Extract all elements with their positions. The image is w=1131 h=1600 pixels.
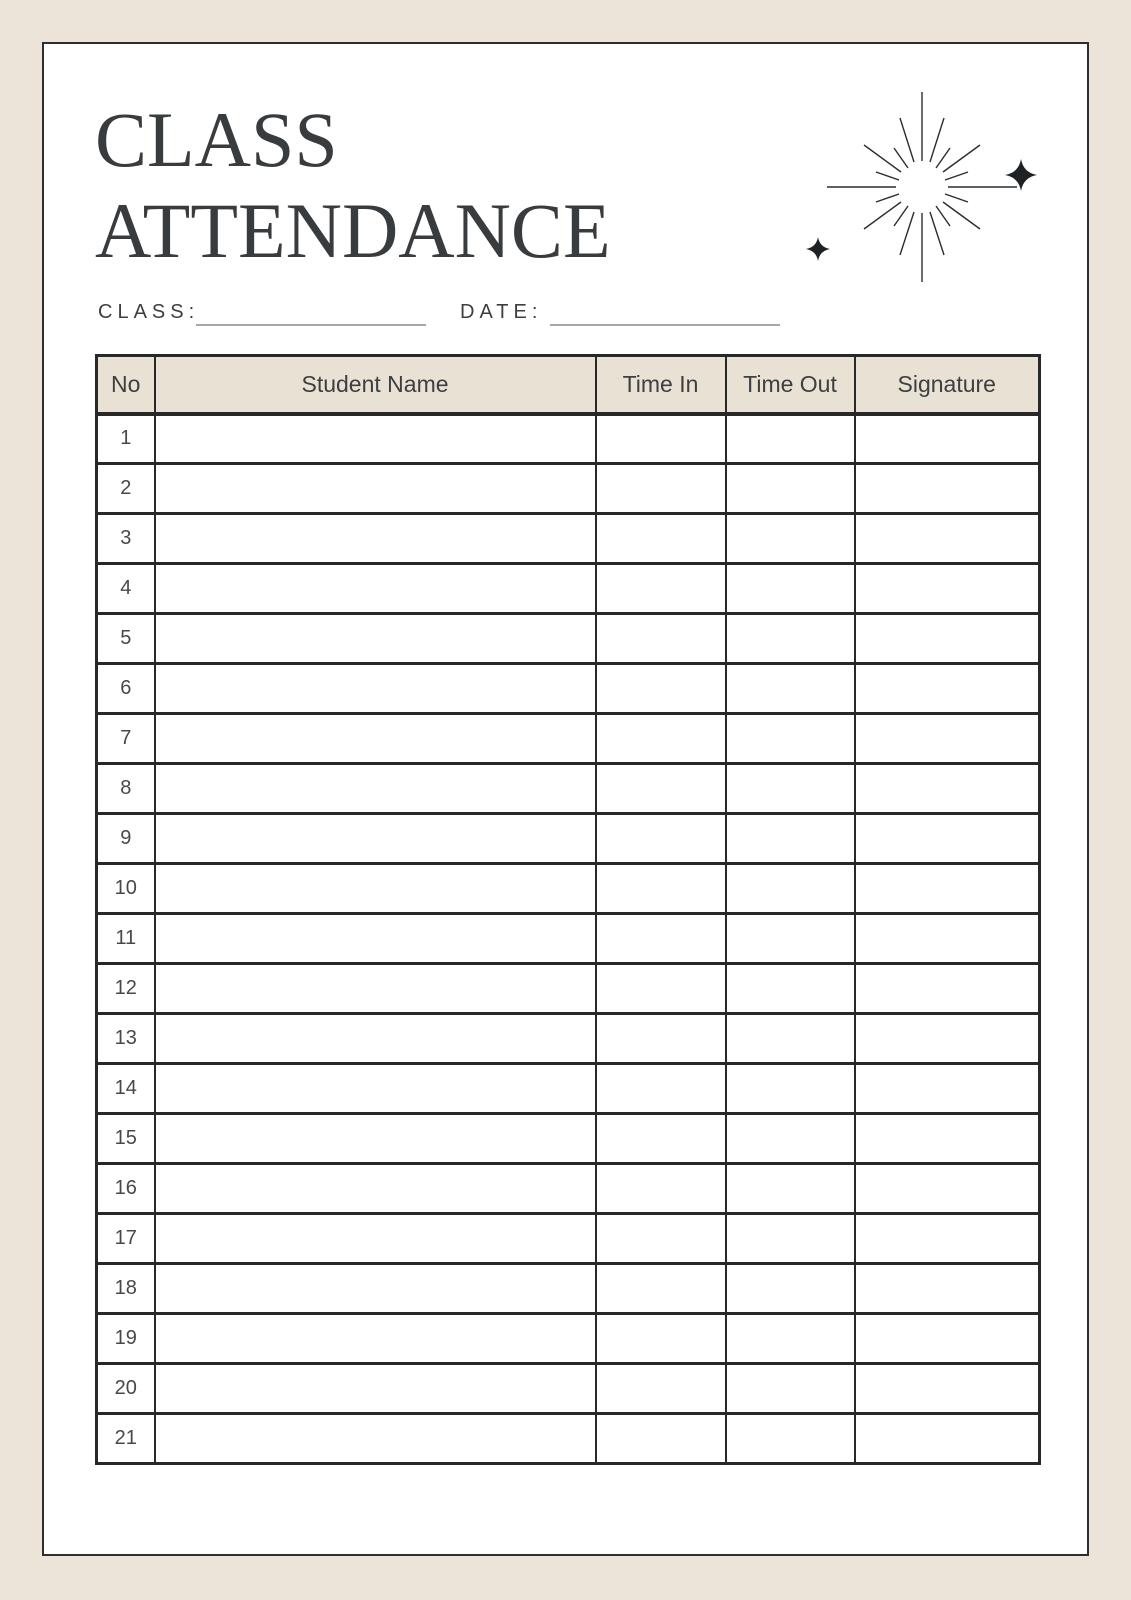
row-number: 9 (97, 814, 155, 864)
student-name-cell[interactable] (155, 464, 596, 514)
table-row (97, 914, 1040, 964)
sunburst-icon (827, 92, 1017, 282)
time-out-cell[interactable] (726, 564, 855, 614)
signature-cell[interactable] (855, 1214, 1040, 1264)
time-out-cell[interactable] (726, 914, 855, 964)
col-header-no: No (97, 356, 155, 414)
row-number: 3 (97, 514, 155, 564)
row-number: 8 (97, 764, 155, 814)
time-out-cell[interactable] (726, 864, 855, 914)
signature-cell[interactable] (855, 514, 1040, 564)
row-number: 14 (97, 1064, 155, 1114)
student-name-cell[interactable] (155, 764, 596, 814)
signature-cell[interactable] (855, 1414, 1040, 1464)
signature-cell[interactable] (855, 864, 1040, 914)
student-name-cell[interactable] (155, 414, 596, 464)
table-row (97, 964, 1040, 1014)
col-header-time-out: Time Out (726, 356, 855, 414)
row-number: 20 (97, 1364, 155, 1414)
table-row (97, 1164, 1040, 1214)
time-out-cell[interactable] (726, 614, 855, 664)
row-number: 12 (97, 964, 155, 1014)
attendance-sheet-page (42, 42, 1089, 1556)
time-in-cell[interactable] (596, 1414, 726, 1464)
page-title (95, 94, 611, 276)
sparkle-star-icon (1005, 159, 1037, 191)
signature-cell[interactable] (855, 1064, 1040, 1114)
signature-cell[interactable] (855, 1314, 1040, 1364)
student-name-cell[interactable] (155, 864, 596, 914)
time-in-cell[interactable] (596, 1314, 726, 1364)
time-out-cell[interactable] (726, 964, 855, 1014)
time-in-cell[interactable] (596, 1214, 726, 1264)
student-name-cell[interactable] (155, 1014, 596, 1064)
time-out-cell[interactable] (726, 714, 855, 764)
student-name-cell[interactable] (155, 964, 596, 1014)
table-header-row (97, 356, 1040, 414)
time-out-cell[interactable] (726, 1414, 855, 1464)
student-name-cell[interactable] (155, 1414, 596, 1464)
row-number: 10 (97, 864, 155, 914)
table-row (97, 764, 1040, 814)
table-row (97, 414, 1040, 464)
date-label: DATE: (460, 301, 543, 323)
time-in-cell[interactable] (596, 464, 726, 514)
time-out-cell[interactable] (726, 664, 855, 714)
signature-cell[interactable] (855, 1264, 1040, 1314)
row-number: 7 (97, 714, 155, 764)
row-number: 19 (97, 1314, 155, 1364)
time-out-cell[interactable] (726, 764, 855, 814)
time-out-cell[interactable] (726, 414, 855, 464)
time-in-cell[interactable] (596, 714, 726, 764)
student-name-cell[interactable] (155, 614, 596, 664)
time-out-cell[interactable] (726, 1014, 855, 1064)
time-in-cell[interactable] (596, 564, 726, 614)
class-input-line[interactable] (196, 302, 426, 326)
time-in-cell[interactable] (596, 614, 726, 664)
date-input-line[interactable] (550, 302, 780, 326)
student-name-cell[interactable] (155, 714, 596, 764)
row-number: 5 (97, 614, 155, 664)
table-row (97, 564, 1040, 614)
time-in-cell[interactable] (596, 1114, 726, 1164)
class-label: CLASS: (98, 301, 200, 323)
page-title-line2: ATTENDANCE (95, 187, 611, 274)
row-number: 6 (97, 664, 155, 714)
time-in-cell[interactable] (596, 814, 726, 864)
table-row (97, 664, 1040, 714)
student-name-cell[interactable] (155, 814, 596, 864)
table-row (97, 1314, 1040, 1364)
table-row (97, 514, 1040, 564)
time-out-cell[interactable] (726, 1314, 855, 1364)
row-number: 18 (97, 1264, 155, 1314)
student-name-cell[interactable] (155, 1214, 596, 1264)
sparkle-star-icon (806, 237, 830, 261)
table-row (97, 864, 1040, 914)
class-date-row (44, 296, 1087, 326)
table-row (97, 714, 1040, 764)
table-row (97, 1414, 1040, 1464)
row-number: 16 (97, 1164, 155, 1214)
row-number: 2 (97, 464, 155, 514)
row-number: 1 (97, 414, 155, 464)
signature-cell[interactable] (855, 764, 1040, 814)
col-header-student-name: Student Name (155, 356, 596, 414)
time-out-cell[interactable] (726, 1364, 855, 1414)
student-name-cell[interactable] (155, 664, 596, 714)
col-header-time-in: Time In (596, 356, 726, 414)
row-number: 13 (97, 1014, 155, 1064)
time-in-cell[interactable] (596, 864, 726, 914)
table-row (97, 464, 1040, 514)
time-in-cell[interactable] (596, 1064, 726, 1114)
time-out-cell[interactable] (726, 1164, 855, 1214)
row-number: 11 (97, 914, 155, 964)
signature-cell[interactable] (855, 1164, 1040, 1214)
col-header-signature: Signature (855, 356, 1040, 414)
time-in-cell[interactable] (596, 964, 726, 1014)
signature-cell[interactable] (855, 964, 1040, 1014)
student-name-cell[interactable] (155, 1364, 596, 1414)
row-number: 21 (97, 1414, 155, 1464)
signature-cell[interactable] (855, 914, 1040, 964)
time-in-cell[interactable] (596, 514, 726, 564)
page-title-line1: CLASS (95, 96, 338, 183)
signature-cell[interactable] (855, 714, 1040, 764)
time-in-cell[interactable] (596, 914, 726, 964)
time-in-cell[interactable] (596, 1164, 726, 1214)
row-number: 15 (97, 1114, 155, 1164)
signature-cell[interactable] (855, 464, 1040, 514)
student-name-cell[interactable] (155, 564, 596, 614)
sunburst-decoration (774, 74, 1074, 304)
table-row (97, 614, 1040, 664)
student-name-cell[interactable] (155, 1314, 596, 1364)
row-number: 4 (97, 564, 155, 614)
time-out-cell[interactable] (726, 814, 855, 864)
student-name-cell[interactable] (155, 514, 596, 564)
time-in-cell[interactable] (596, 1014, 726, 1064)
signature-cell[interactable] (855, 564, 1040, 614)
time-out-cell[interactable] (726, 1114, 855, 1164)
table-row (97, 1264, 1040, 1314)
attendance-table (95, 354, 1041, 1465)
student-name-cell[interactable] (155, 1264, 596, 1314)
time-in-cell[interactable] (596, 1364, 726, 1414)
table-row (97, 1364, 1040, 1414)
student-name-cell[interactable] (155, 914, 596, 964)
student-name-cell[interactable] (155, 1114, 596, 1164)
table-row (97, 814, 1040, 864)
signature-cell[interactable] (855, 814, 1040, 864)
student-name-cell[interactable] (155, 1164, 596, 1214)
time-out-cell[interactable] (726, 514, 855, 564)
time-in-cell[interactable] (596, 664, 726, 714)
signature-cell[interactable] (855, 414, 1040, 464)
time-in-cell[interactable] (596, 414, 726, 464)
signature-cell[interactable] (855, 1364, 1040, 1414)
signature-cell[interactable] (855, 614, 1040, 664)
row-number: 17 (97, 1214, 155, 1264)
table-row (97, 1014, 1040, 1064)
time-out-cell[interactable] (726, 1264, 855, 1314)
table-row (97, 1114, 1040, 1164)
student-name-cell[interactable] (155, 1064, 596, 1114)
time-out-cell[interactable] (726, 1064, 855, 1114)
time-out-cell[interactable] (726, 1214, 855, 1264)
table-row (97, 1064, 1040, 1114)
time-in-cell[interactable] (596, 1264, 726, 1314)
signature-cell[interactable] (855, 1114, 1040, 1164)
signature-cell[interactable] (855, 1014, 1040, 1064)
signature-cell[interactable] (855, 664, 1040, 714)
table-row (97, 1214, 1040, 1264)
time-out-cell[interactable] (726, 464, 855, 514)
time-in-cell[interactable] (596, 764, 726, 814)
attendance-rows (97, 414, 1040, 1464)
